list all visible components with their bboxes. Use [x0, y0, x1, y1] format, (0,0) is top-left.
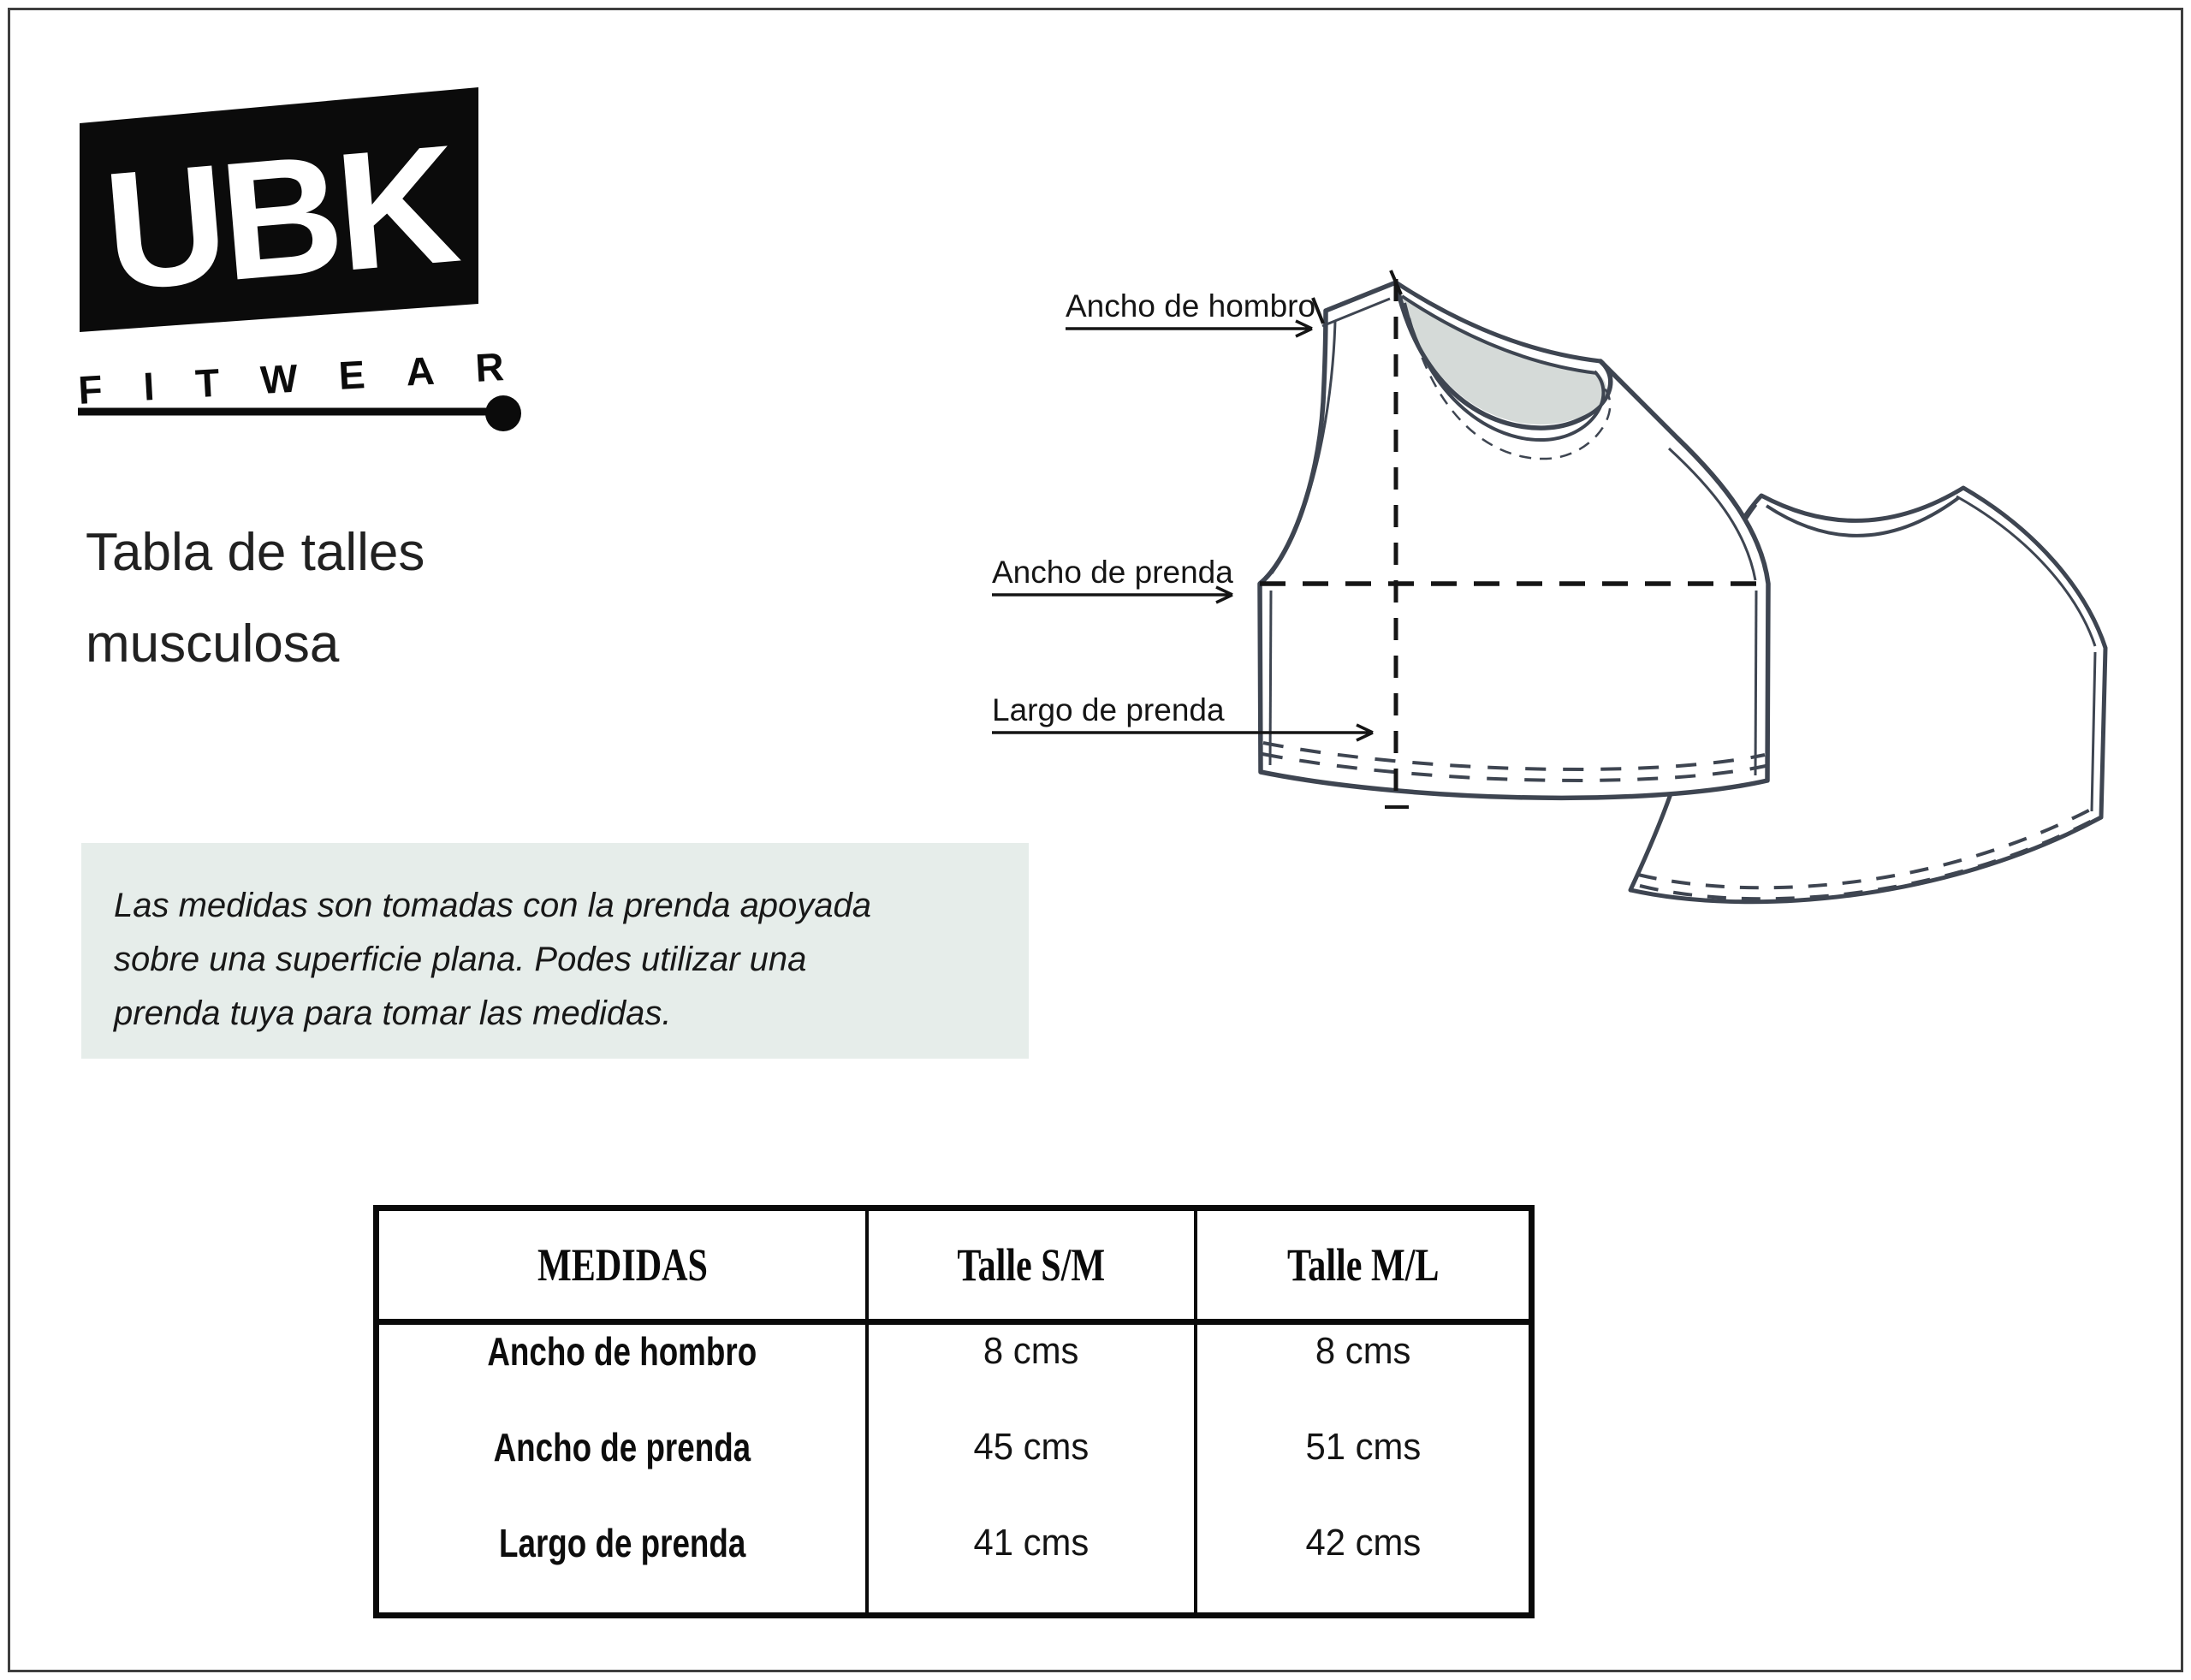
logo-brand-text: UBK: [98, 110, 461, 326]
table-row-length-label-cell: [379, 1517, 865, 1612]
label-garment-length: Largo de prenda: [992, 692, 1225, 727]
row-shoulder-label: Ancho de hombro: [487, 1329, 757, 1374]
table-row-width-label-cell: [379, 1421, 865, 1517]
tank-front-view: [1260, 282, 1768, 798]
logo-subtitle-text: FITWEAR: [77, 344, 506, 413]
table-row-length-ml-cell: [1194, 1517, 1529, 1612]
table-header-medidas: [379, 1211, 865, 1325]
table-header-medidas-label: MEDIDAS: [537, 1239, 708, 1291]
size-table: [373, 1205, 1535, 1618]
table-row-width-sm-cell: [865, 1421, 1194, 1517]
measurement-note: [81, 843, 1029, 1059]
table-header-talle-sm-label: Talle S/M: [957, 1239, 1106, 1291]
garment-diagram: [933, 128, 2191, 984]
row-length-ml-value: 42 cms: [1305, 1522, 1421, 1564]
row-width-ml-value: 51 cms: [1305, 1426, 1421, 1468]
label-shoulder-width: Ancho de hombro: [1066, 288, 1316, 324]
table-row-length-sm-cell: [865, 1517, 1194, 1612]
page-title-line2: musculosa: [86, 614, 340, 674]
row-length-sm-value: 41 cms: [973, 1522, 1090, 1564]
table-header-talle-ml: [1194, 1211, 1529, 1325]
row-length-label: Largo de prenda: [498, 1521, 746, 1565]
note-line3: prenda tuya para tomar las medidas.: [114, 994, 672, 1032]
label-garment-width: Ancho de prenda: [992, 555, 1233, 590]
page-title: [86, 507, 425, 690]
left-side-inner-seam: [1270, 591, 1271, 765]
note-line1: Las medidas son tomadas con la prenda apoyada: [114, 887, 872, 924]
ubk-logo: [60, 77, 539, 436]
page-title-line1: Tabla de talles: [86, 523, 425, 582]
row-shoulder-sm-value: 8 cms: [983, 1330, 1079, 1372]
table-row-shoulder-ml-cell: [1194, 1325, 1529, 1421]
note-line2: sobre una superficie plana. Podes utilizar una: [114, 941, 807, 978]
row-width-sm-value: 45 cms: [973, 1426, 1090, 1468]
right-side-inner-seam: [1755, 591, 1756, 775]
table-header-talle-sm: [865, 1211, 1194, 1325]
row-shoulder-ml-value: 8 cms: [1315, 1330, 1411, 1372]
logo-dot: [485, 395, 521, 431]
row-width-label: Ancho de prenda: [493, 1425, 751, 1469]
table-row-shoulder-sm-cell: [865, 1325, 1194, 1421]
table-row-width-ml-cell: [1194, 1421, 1529, 1517]
measurement-note-text: [81, 843, 1029, 1041]
table-header-talle-ml-label: Talle M/L: [1286, 1239, 1440, 1291]
table-row-shoulder-label-cell: [379, 1325, 865, 1421]
